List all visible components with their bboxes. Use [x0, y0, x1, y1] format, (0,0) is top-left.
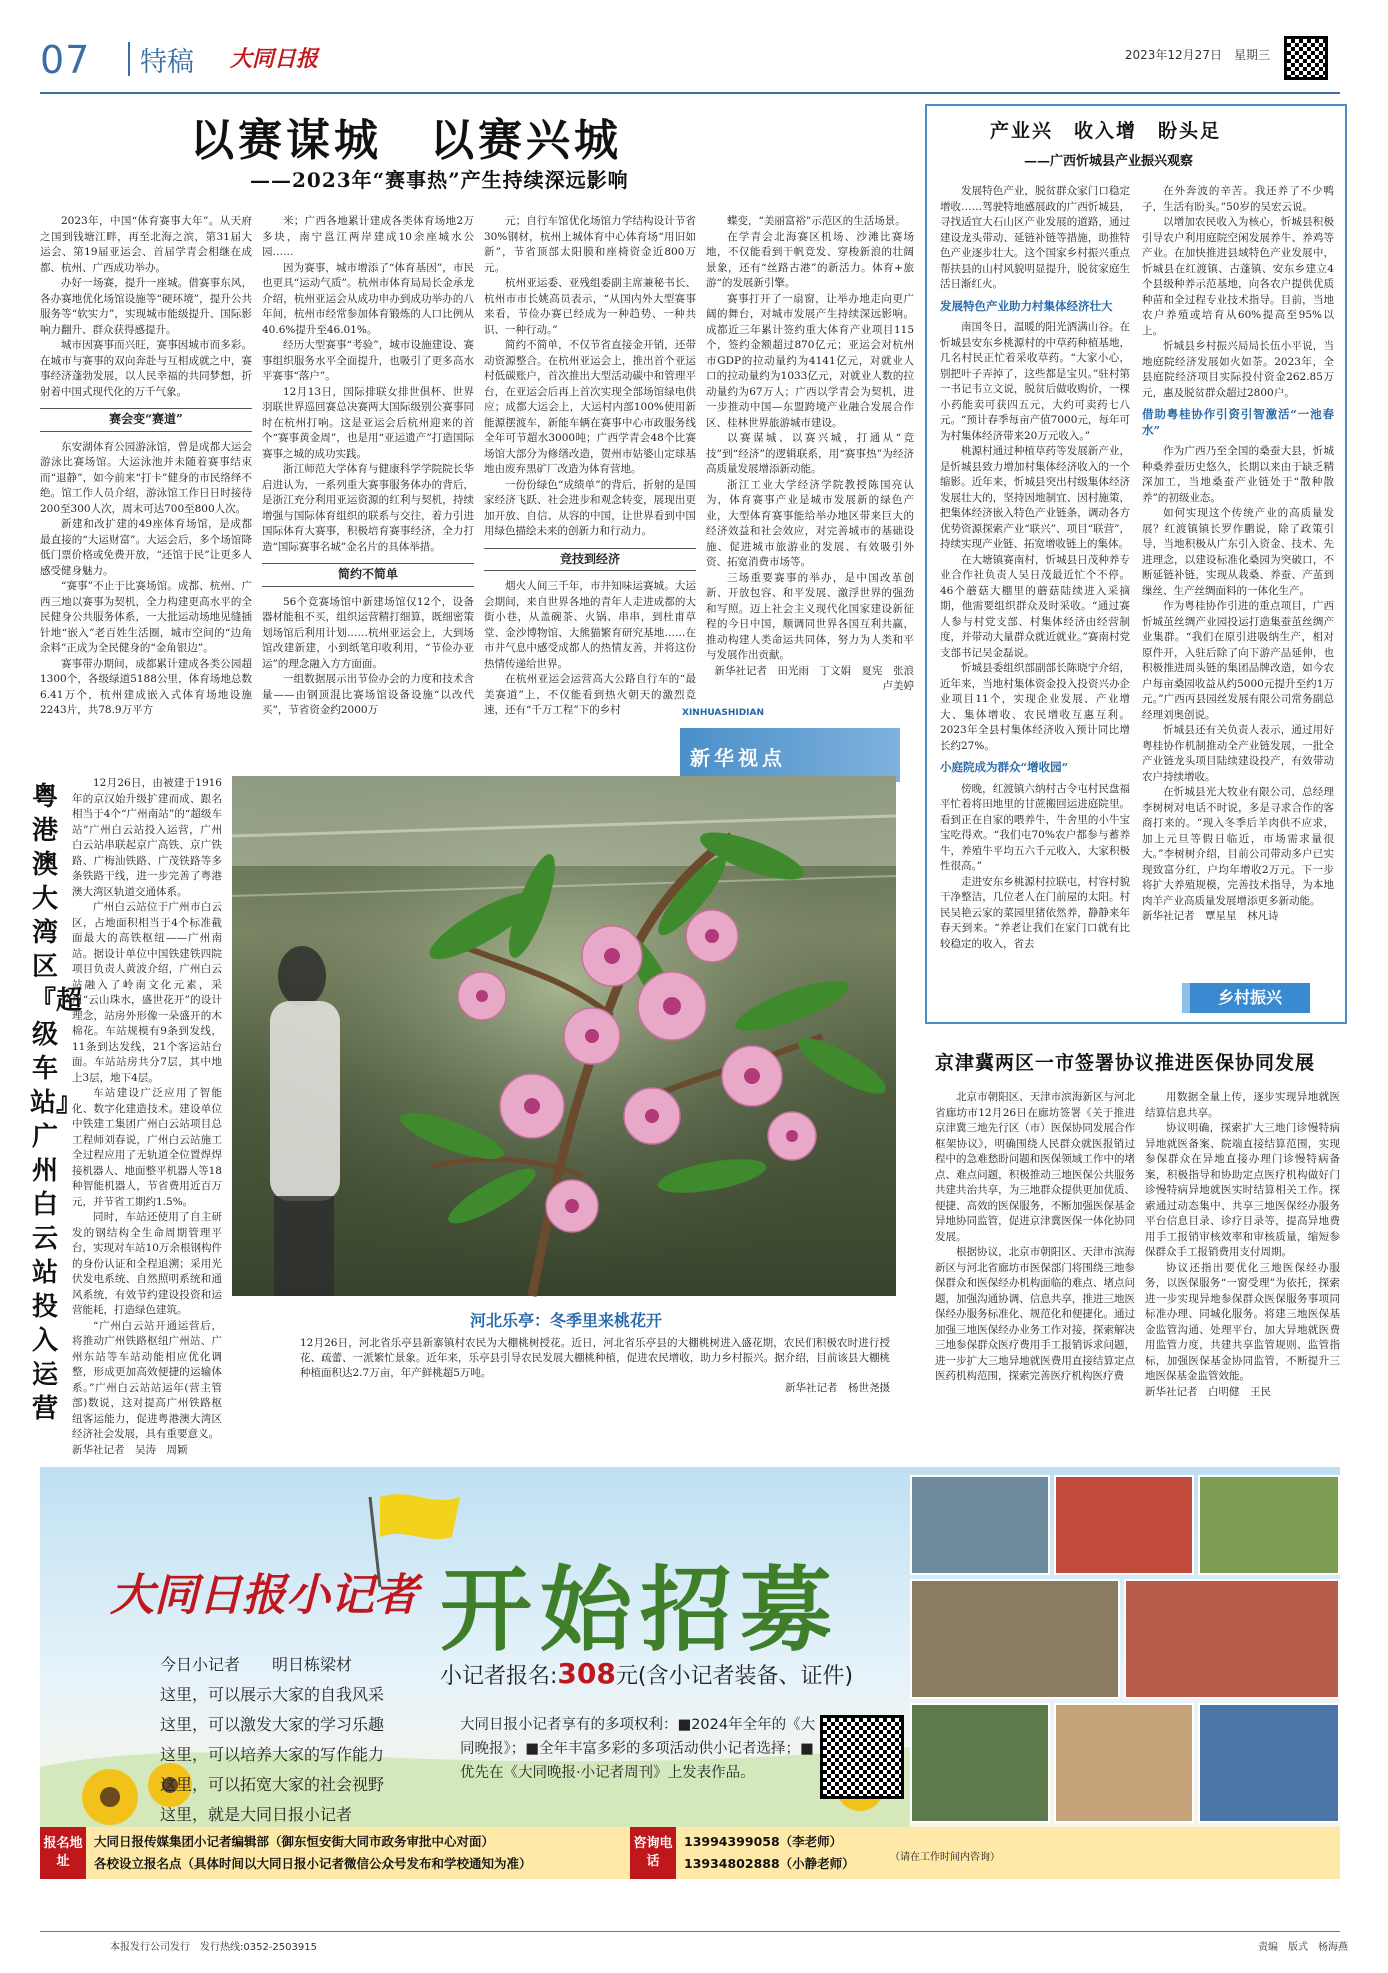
right-head-3: 借助粤桂协作引资引智激活“一池春水”: [1142, 407, 1334, 437]
issue-date: 2023年12月27日 星期三: [1124, 48, 1270, 62]
footer-editors: 责编 版式 杨海燕: [1258, 1942, 1348, 1953]
collage-photo: [1054, 1475, 1194, 1575]
xinhua-view-en: XINHUASHIDIAN: [682, 708, 765, 718]
section-head-1: 赛会变“赛道”: [40, 408, 252, 432]
jjj-byline: 新华社记者 白明健 王民: [1145, 1385, 1271, 1398]
contact-phone-label: 咨询电话: [630, 1827, 676, 1879]
header-qr-code-icon: [1284, 36, 1328, 80]
right-head-2: 小庭院成为群众“增收园”: [940, 760, 1069, 774]
right-column-2: 在外奔波的辛苦。我还养了不少鸭子，生活有盼头。”50岁的吴宏云说。 以增加农民收入为核心，忻城县积极引导农户利用庭院空闲发展养牛、养鸡等产业。在加快推进县域特色产业发展中，忻城县在红渡镇、古蓬镇、安东乡建立4个县级种养示范基地，向各农户提供优质种苗和全过程专业技术指导。目前，当地农户养殖或培育从60%提高至95%以上。 忻城县乡村振兴局局长伍小平说，当地庭院经济发展如火如荼。2023年，全县庭院经济项目实际投付资金262.85万元，惠及脱贫群众超过2800户。 借助粤桂协作引资引智激活“一池春水” 作为广西乃至全国的桑蚕大县，忻城种桑养蚕历史悠久，长期以来由于缺乏精深加工，当地桑蚕产业链处于“散种散养”的初级业态。 如何实现这个传统产业的高质量发展？红渡镇镇长罗作鹏说，除了政策引导，当地积极从广东引入资金、技术、先进理念，以建设标准化桑园为突破口，不断延链补链，实现从栽桑、养蚕、产茧到缫丝、生产丝绸面料的一体化生产。 作为粤桂协作引进的重点项目，广西忻城茧丝绸产业园投运打造集蚕茧丝绸产业集群。“我们在原引进吸纳生产，相对原件开，入驻后除了向下游产品延伸，也积极推进周头链的集团品牌改造，如今农户每亩桑园收益从约5000元提升至约1万元。”广西丙县园丝发展有限公司常务副总经理刘奥创说。 忻城县还有关负责人表示，通过用好粤桂协作机制推动全产业链发展，一批全产业链龙头项目陆续建设投产，有效带动农户持续增收。 在忻城县光大牧业有限公司，总经理李树树对电话不时说，多是寻求合作的客商打来的。“现入冬季后羊肉供不应求，加上元旦等假日临近，市场需求量很大。”李树树介绍，目前公司带动多户已实现致富分红，户均年增收2万元。下一步将扩大养殖规模，完善技术指导，为本地肉羊产业高质量发展增添更多新动能。 新华社记者 覃星星 林凡诗: [1142, 184, 1334, 976]
section-head-2: 简约不简单: [262, 563, 474, 587]
signup-address: 大同日报传媒集团小记者编辑部（御东恒安街大同市政务审批中心对面） 各校设立报名点（具体时间以大同日报小记者微信公众号发布和学校通知为准）: [94, 1834, 532, 1871]
collage-photo: [1198, 1475, 1340, 1575]
main-headline: 以赛谋城 以赛兴城: [190, 115, 622, 166]
main-column-3: 元；自行车馆优化场馆力学结构设计节省30%钢材，杭州上城体育中心体育场“用旧如新”，节省顶部太阳膜和座椅资金近800万元。 杭州亚运委、亚残组委副主席兼秘书长、杭州市市长姚高员表示，“从国内外大型赛事来看，节俭办赛已经成为一种趋势、一种共识、一种行动。” 简约不简单，不仅节省直接金开销，还带动资源整合。在杭州亚运会上，推出首个亚运村低碳账户，首次推出大型活动碳中和管理平台，在亚运会后再上首次实现全部场馆绿电供应；成都大运会上，大运村内部100%使用新能源摆渡车，新能车辆在赛事中心市政服务线全年可节超水3000吨；广西学青会48个比赛场馆大部分为修缮改造，贺州市姑婆山定球基地由废弃黑矿厂改造为体育营地。 一份份绿色“成绩单”的背后，折射的是国家经济飞跃、社会进步和观念转变，展现出更加开放、自信、从容的中国，让世界看到中国用绿色描绘未来的创新力和行动力。 竞技到经济 烟火人间三千年，市井知味运赛城。大运会期间，来自世界各地的青年人走进成都的大街小巷，从盖碗茶、火锅、串串，到杜甫草堂、金沙博物馆、大熊猫繁育研究基地……在市井气息中感受成都人的热情友善，并将这份热情传递给世界。 在杭州亚运会运营高大公路自行车的“最美赛道”上，不仅能看到热火朝天的激烈竞速，还有“千万工程”下的乡村: [484, 215, 696, 716]
collage-photo: [1124, 1579, 1340, 1699]
main-subheadline: ——2023年“赛事热”产生持续深远影响: [250, 168, 629, 192]
collage-photo: [1198, 1703, 1340, 1823]
peach-blossom-illustration: [232, 776, 896, 1296]
main-byline: 新华社记者 田光雨 丁文娟 夏宪 张浪 卢美婷: [714, 664, 925, 692]
gz-vertical-headline: 粤港澳大湾区『超级车站』广州白云站投入运营: [30, 782, 83, 1424]
header-rule: [40, 92, 1340, 94]
ad-slogans: 今日小记者 明日栋梁材 这里，可以展示大家的自我风采 这里，可以激发大家的学习乐趣 这里，可以培养大家的写作能力 这里，可以拓宽大家的社会视野 这里，就是大同日报小记者: [160, 1655, 385, 1824]
right-story-subtitle: ——广西忻城县产业振兴观察: [1024, 154, 1194, 169]
main-column-1: 2023年，中国“体育赛事大年”。从天府之国到钱塘江畔，再至北海之滨，第31届大运会、第19届亚运会、首届学青会相继在成都、杭州、广西成功举办。 办好一场赛，提升一座城。借赛事东风，各办赛地优化场馆设施等“硬环境”，提升公共服务等“软实力”，实现城市能级提升、国际影响力翻升、群众获得感提升。 城市因赛事而兴旺，赛事因城市而多彩。在城市与赛事的双向奔赴与互相成就之中，赛事经济蓬勃发展，以人民幸福的共同梦想，折射着中国式现代化的万千气象。 赛会变“赛道” 东安湖体育公园游泳馆，曾是成都大运会游泳比赛场馆。大运泳池并未随着赛事结束而“退静”，如今前来“打卡”健身的市民络绎不绝。馆工作人员介绍，游泳馆工作日日时接待200至300人次，周末可达700至800人次。 新建和改扩建的49座体育场馆，是成都最直接的“大运财富”。大运会后，多个场馆降低门票价格或免费开放，“还馆于民”让更多人感受健身魅力。 “赛事”不止于比赛场馆。成都、杭州、广西三地以赛事为契机，全力构建更高水平的全民健身公共服务体系，一大批运动场地见缝插针地“嵌入”老百姓生活圈，城市空间的“边角余料”正成为全民健身的“金角银边”。 赛事带办期间，成都累计建成各类公园超1300个，各级绿道5188公里，体育场地总数6.41万个，杭州建成嵌入式体育场地设施2243片，共78.9万平方: [40, 215, 252, 716]
ad-photo-collage: [910, 1467, 1340, 1827]
collage-photo: [910, 1579, 1120, 1699]
ad-rights: 大同日报小记者享有的多项权利：■2024年全年的《大同晚报》；■全年丰富多彩的多项活动供小记者选择；■优先在《大同晚报·小记者周刊》上发表作品。: [460, 1717, 816, 1781]
photo-credit: 新华社记者 杨世尧摄: [785, 1382, 890, 1394]
page-header: [40, 28, 1340, 92]
ad-logo: 大同日报小记者: [110, 1570, 418, 1621]
jjj-column-1: 北京市朝阳区、天津市滨海新区与河北省廊坊市12月26日在廊坊签署《关于推进京津冀三地先行区（市）医保协同发展合作框架协议》，明确围绕人民群众就医报销过程中的急难愁盼问题和医保领域工作中的堵点、难点问题，积极推动三地医保公共服务共建共治共享，为三地群众提供更加优质、便捷、高效的医保服务，不断加强医保基金异地协同监管，促进京津冀医保一体化协同发展。 根据协议，北京市朝阳区、天津市滨海新区与河北省廊坊市医保部门将围绕三地参保群众和医保经办机构面临的难点、堵点问题，加强沟通协调、信息共享，推进三地医保经办服务标准化、规范化和便捷化。通过加强三地医保经办业务工作对接，探索解决三地参保群众医疗费用手工报销诉求问题，进一步扩大三地异地就医费用直接结算定点医药机构范围，探索完善医疗机构医疗费: [935, 1091, 1135, 1382]
rural-revival-tag: 乡村振兴: [1190, 983, 1310, 1013]
peach-blossom-photo: [232, 776, 896, 1296]
main-column-4: 蝶变，“美丽富裕”示范区的生活场景。 在学青会北海赛区机场、沙滩比赛场地，不仅能看到干帆竞发、穿梭新浪的壮阔景象，还有“丝路古港”的新活力。体育+旅游“的发展新引擎。 赛事打开了一扇窗，让举办地走向更广阔的舞台，对城市发展产生持续深远影响。成都近三年累计签约重大体育产业项目115个，签约金额超过870亿元；亚运会对杭州市GDP的拉动量约为4141亿元，对就业人口的拉动量约为1033亿元，对就业人数的拉动量约为67万人；广西以学青会为契机，进一步推动中国—东盟跨境产业融合发展合作区、桂林世界旅游城市建设。 以赛谋城、以赛兴城，打通从“竞技”到“经济”的逻辑联系，用“赛事热”为经济高质量发展增添新动能。 浙江工业大学经济学院教授陈国亮认为，体育赛事产业是城市发展新的绿色产业，大型体育赛事能给举办地区带来巨大的经济效益和社会效应，对完善城市的基础设施、促进城市旅游业的发展、有效吸引外资、拓宽消费市场等。 三场重要赛事的举办，是中国改革创新、开放包容、和平发展、激浮世界的强劲和写照。迈上社会主义现代化国家建设新征程的今日中国，顺调同世界各国互利共赢，推动构建人类命运共同体，努力为人类和平与发展作出贡献。 新华社记者 田光雨 丁文娟 夏宪 张浪 卢美婷: [706, 214, 914, 698]
jjj-column-2: 用数据全量上传，逐步实现异地就医结算信息共享。 协议明确，探索扩大三地门诊慢特病异地就医备案、院端直接结算范围，实现参保群众在异地直接办理门诊慢特病备案，积极指导和协助定点医疗机构做好门诊慢特病异地就医实时结算相关工作。探索通过动态集中、共享三地医保经办服务平台信息目录、诊疗目录等，提高异地费用手工报销审核效率和审核质量，缩短参保群众手工报销费用支付周期。 协议还指出要优化三地医保经办服务，以医保服务“一窗受理”为依托，探索进一步实现异地参保群众医保服务事项同标准办理、同城化服务。将建三地医保基金监管沟通、处理平台，加大异地就医费用监管力度，共建共享监管规则、监管指标，加强医保基金协同监管，不断提升三地医保基金监管效能。 新华社记者 白明健 王民: [1145, 1090, 1340, 1452]
collage-photo: [910, 1475, 1050, 1575]
header-divider: [128, 42, 130, 76]
phone-note: （请在工作时间内咨询）: [890, 1852, 1000, 1863]
contact-phones: 13994399058（李老师） 13934802888（小静老师）: [684, 1834, 855, 1871]
footer-rule: [40, 1931, 1340, 1932]
right-story-title: 产业兴 收入增 盼头足: [990, 120, 1222, 142]
reporter-recruit-ad: [40, 1467, 1340, 1879]
gz-byline: 新华社记者 吴涛 周颖: [72, 1443, 188, 1456]
collage-photo: [1054, 1703, 1194, 1823]
xinhua-view-badge: [680, 706, 900, 786]
signup-address-label: 报名地址: [40, 1827, 86, 1879]
ad-fee: 小记者报名:308元(含小记者装备、证件): [440, 1657, 854, 1690]
footer-distribution: 本报发行公司发行 发行热线:0352-2503915: [110, 1942, 317, 1953]
photo-caption: 12月26日，河北省乐亭县新寨镇村农民为大棚桃树授花。近日，河北省乐亭县的大棚桃树进入盛花期，农民们积极农时进行授花、疏蕾、一派繁忙景象。近年来，乐亭县引导农民发展大棚桃种植，促进农民增收，助力乡村振兴。据介绍，目前该县大棚桃种植面积达2.7万亩，年产鲜桃超5万吨。 新华社记者 杨世尧摄: [300, 1337, 890, 1394]
right-head-1: 发展特色产业助力村集体经济壮大: [940, 298, 1113, 313]
collage-photo: [910, 1703, 1050, 1823]
section-head-3: 竞技到经济: [484, 548, 696, 572]
photo-title: 河北乐亭：冬季里来桃花开: [470, 1311, 663, 1330]
ad-qr-code-icon[interactable]: [820, 1715, 904, 1799]
gz-column: 12月26日，由被建于1916年的京汉始升级扩建而成、跟名相当于4个“广州南站”的“超级车站”广州白云站投入运营，广州白云站串联起京广高铁、京广铁路、广梅汕铁路、广茂铁路等多条铁路干线，进一步完善了粤港澳大湾区轨道交通体系。 广州白云站位于广州市白云区，占地面积相当于4个标准截面最大的高铁枢纽——广州南站。据设计单位中国铁建铁四院项目负责人黄波介绍，广州白云站融入了岭南文化元素，采用“云山珠水，盛世花开”的设计理念，站房外形像一朵盛开的木棉花。车站规模有9条到发线，11条到达发线，21个客运站台面。车站站房共分7层，其中地上3层，地下4层。 车站建设广泛应用了智能化、数字化建造技术。建设单位中铁建工集团广州白云站项目总工程师刘春说，广州白云站施工全过程应用了无轨道全位置焊焊接机器人、地面整平机器人等18种智能机器人，节省费用近百万元，并节省工期约1.5%。 同时，车站还使用了自主研发的钢结构全生命周期管理平台，实现对车站10万余根钢构件的身份认证和全程追溯；采用光伏发电系统、自然照明系统和通风系统，有效节约建设投资和运营能耗，打造绿色建筑。 “广州白云站开通运营后，将推动广州铁路枢纽广州站、广州东站等车站动能相应优化调整，形成更加高效便捷的运输体系。”广州白云站站运年(营主管部)数说，这对提高广州铁路枢纽客运能力，促进粤港澳大湾区经济社会发展，具有重要意义。 新华社记者 吴涛 周颖: [72, 776, 222, 1452]
paper-logo: 大同日报: [230, 46, 319, 72]
xinhua-view-label: 新华视点: [690, 746, 786, 770]
right-column-1: 发展特色产业，脱贫群众家门口稳定增收……驾驶特地感展政的广西忻城县，寻找适宜大石山区产业发展的道路，通过建设龙头带动、延链补链等措施，助推特色产业逐步壮大。这个国家乡村振兴重点帮扶县的山村风貌明显提升，脱贫家庭生活日渐红火。 发展特色产业助力村集体经济壮大 南国冬日，温暖的阳光洒满山谷。在忻城县安东乡桃源村的中草药种植基地，几名村民正忙着采收草药。“大家小心，别把叶子弄掉了，这些都是宝贝。”驻村第一书记韦立文说，脱贫后做收购价，一棵小药能卖可获四五元，大约可卖药七八元。“预计春季每亩产值7000元，每年可为村集体经济带来20万元收入。” 桃源村通过种植草药等发展新产业，是忻城县致力增加村集体经济收入的一个缩影。近年来，忻城县突出村级集体经济发展壮大的，坚持因地制宜、因村施策，把集体经济嵌入特色产业链条，调动各方优势资源探索产业“联兴”、项目“联营”，持续实现产业链、拓宽增收链上的集体。 在大塘镇赛南村，忻城县日茂种养专业合作社负责人吴日茂最近忙个不停。46个蘑菇大棚里的蘑菇陆续进入采摘期，他需要组织群众及时采收。“通过赛人参与村党支部、村集体经济由经营制度，并带动大量群众就近就业。”赛南村党支部书记吴金磊说。 忻城县委组织部副部长陈晓宁介绍，近年来，当地村集体资金投入投资兴办企业项目11个，实现企业发展、产业增大、集体增收、农民增收互惠互利。2023年全县村集体经济收入预计同比增长约27%。 小庭院成为群众“增收园” 傍晚，红渡镇六纳村古令屯村民盘福平忙着将田地里的甘蔗搬回运进庭院里。看到正在自家的喂养牛，牛舍里的小牛宝宝吃得欢。“我们屯70%农户都参与蓄养牛，养殖牛平均五六千元收入，大家积极性很高。” 走进安东乡桃源村拉联屯，村容村貌干净整洁，几位老人在门前屋的太阳。村民吴艳云家的菜园里猪依然养，静静来年春天到来。“养老让我们在家门口就有比较稳定的收入，省去: [940, 185, 1130, 950]
right-byline: 新华社记者 覃星星 林凡诗: [1142, 910, 1279, 922]
ad-footer: [40, 1827, 1340, 1879]
page-number: 07: [40, 38, 91, 82]
section-name: 特稿: [140, 47, 194, 78]
ad-headline: 开始招募: [440, 1557, 841, 1664]
jjj-headline: 京津冀两区一市签署协议推进医保协同发展: [935, 1052, 1316, 1074]
main-column-2: 米；广西各地累计建成各类体育场地2万多块，南宁邕江两岸建成10余座城水公园…… 因为赛事，城市增添了“体育基因”，市民也更具“运动气质”。杭州市体育局局长金承龙介绍，杭州亚运会从成功申办到成功举办的八年间，杭州市经常参加体育锻炼的人口比例从40.6%提升至46.01%。 经历大型赛事“考验”，城市设施建设、赛事组织服务水平全面提升，也吸引了更多高水平赛事“落户”。 12月13日，国际排联女排世俱杯、世界羽联世界巡回赛总决赛两大国际级别公赛事同时在杭州打响。这是亚运会后杭州迎来的首个“赛事黄金周”，也是用“亚运遗产”打造国际赛事之城的成功实践。 浙江师范大学体育与健康科学学院院长华启进认为，一系列重大赛事服务体办的背后，是浙江充分利用亚运资源的红利与契机，持续增强与国际体育组织的联系与交往，着力引进国际体育大赛事，积极培育赛事经济，全力打造“国际赛事名城”金名片的具体举措。 简约不简单 56个竞赛场馆中新建场馆仅12个，设备器材能租不买，组织运营精打细算，既细密策划场馆后利用计划……杭州亚运会上，大到场馆改建新建，小到纸笔印收利用，“节俭办亚运”的理念融入方方面面。 一组数据展示出节俭办会的力度和技术含量——由钢顶混比赛场馆设备设施“以改代买”，节省资金约2000万: [262, 215, 474, 716]
